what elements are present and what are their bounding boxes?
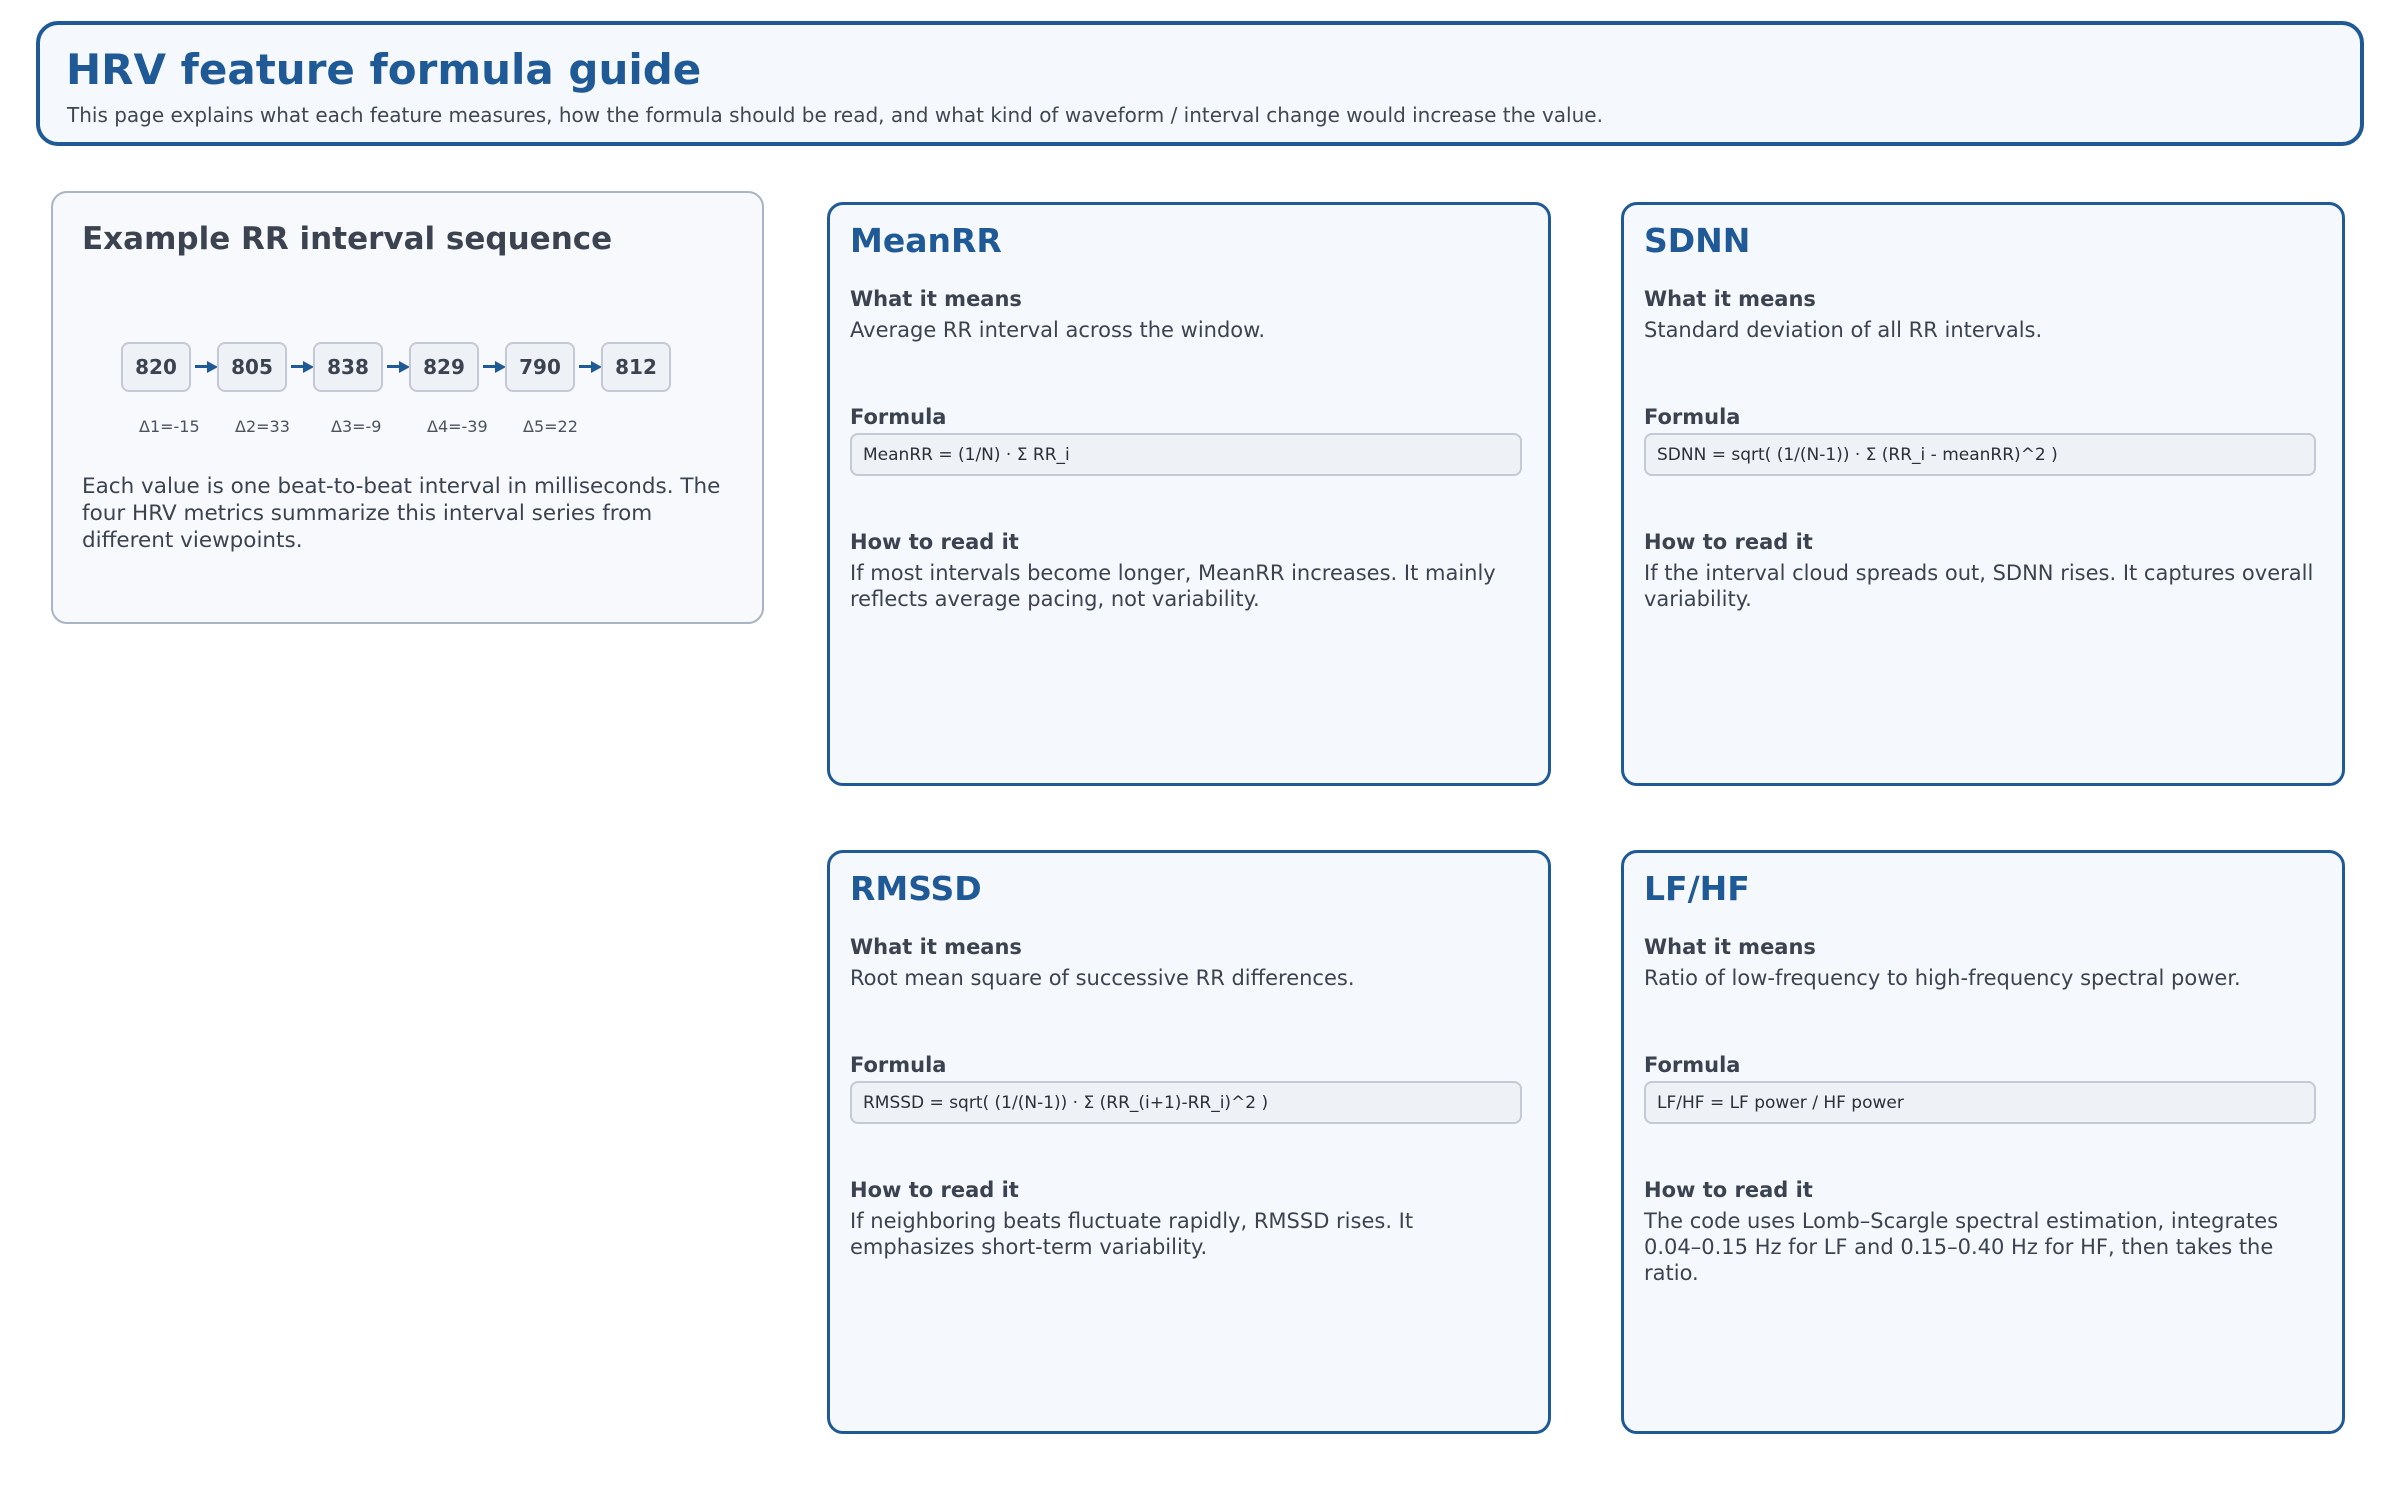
formula-label: Formula: [1644, 405, 1741, 429]
read-label: How to read it: [850, 530, 1019, 554]
formula-label: Formula: [850, 405, 947, 429]
rr-delta-label: Δ2=33: [235, 417, 290, 436]
read-text: If neighboring beats fluctuate rapidly, RMSSD rises. It emphasizes short-term variability.: [850, 1209, 1414, 1259]
page-subtitle: This page explains what each feature measures, how the formula should be read, and what kind of waveform / interval change would increase the value.: [67, 103, 1603, 127]
meaning-text: Average RR interval across the window.: [850, 318, 1266, 342]
rr-delta-label: Δ1=-15: [139, 417, 200, 436]
arrow-right-icon: [291, 361, 315, 373]
meaning-label: What it means: [850, 935, 1022, 959]
rr-delta-label: Δ3=-9: [331, 417, 382, 436]
rr-delta-label: Δ4=-39: [427, 417, 488, 436]
read-text: If most intervals become longer, MeanRR increases. It mainly reflects average pacing, not variability.: [850, 561, 1496, 611]
card-title: RMSSD: [850, 869, 982, 908]
page-title: HRV feature formula guide: [66, 45, 702, 94]
rr-interval-box: 812: [601, 342, 671, 392]
read-text: The code uses Lomb–Scargle spectral estimation, integrates 0.04–0.15 Hz for LF and 0.15–0.40 Hz for HF, then takes the ratio.: [1644, 1209, 2279, 1285]
arrow-right-icon: [579, 361, 603, 373]
formula-label: Formula: [1644, 1053, 1741, 1077]
arrow-right-icon: [387, 361, 411, 373]
arrow-right-icon: [195, 361, 219, 373]
read-label: How to read it: [850, 1178, 1019, 1202]
meaning-label: What it means: [1644, 287, 1816, 311]
meaning-label: What it means: [850, 287, 1022, 311]
meaning-text: Ratio of low-frequency to high-frequency spectral power.: [1644, 966, 2241, 990]
card-title: LF/HF: [1644, 869, 1750, 908]
rr-interval-box: 820: [121, 342, 191, 392]
card-title: MeanRR: [850, 221, 1002, 260]
formula-box: LF/HF = LF power / HF power: [1644, 1081, 2316, 1124]
rr-interval-box: 805: [217, 342, 287, 392]
rr-interval-box: 790: [505, 342, 575, 392]
rr-delta-label: Δ5=22: [523, 417, 578, 436]
page-header: [36, 21, 2364, 146]
formula-label: Formula: [850, 1053, 947, 1077]
example-description: Each value is one beat-to-beat interval in milliseconds. The four HRV metrics summarize this interval series from different viewpoints.: [82, 474, 721, 553]
formula-box: RMSSD = sqrt( (1/(N-1)) · Σ (RR_(i+1)-RR_i)^2 ): [850, 1081, 1522, 1124]
card-title: SDNN: [1644, 221, 1751, 260]
meaning-label: What it means: [1644, 935, 1816, 959]
card-meanrr: [827, 202, 1551, 786]
card-sdnn: [1621, 202, 2345, 786]
example-rr-panel: [51, 191, 764, 624]
card-rmssd: [827, 850, 1551, 1434]
rr-interval-box: 838: [313, 342, 383, 392]
formula-box: MeanRR = (1/N) · Σ RR_i: [850, 433, 1522, 476]
rr-sequence: [53, 193, 762, 436]
read-label: How to read it: [1644, 1178, 1813, 1202]
formula-box: SDNN = sqrt( (1/(N-1)) · Σ (RR_i - meanRR)^2 ): [1644, 433, 2316, 476]
arrow-right-icon: [483, 361, 507, 373]
example-title: Example RR interval sequence: [82, 221, 613, 257]
rr-interval-box: 829: [409, 342, 479, 392]
read-label: How to read it: [1644, 530, 1813, 554]
read-text: If the interval cloud spreads out, SDNN rises. It captures overall variability.: [1644, 561, 2314, 611]
card-lfhf: [1621, 850, 2345, 1434]
meaning-text: Root mean square of successive RR differences.: [850, 966, 1355, 990]
meaning-text: Standard deviation of all RR intervals.: [1644, 318, 2043, 342]
